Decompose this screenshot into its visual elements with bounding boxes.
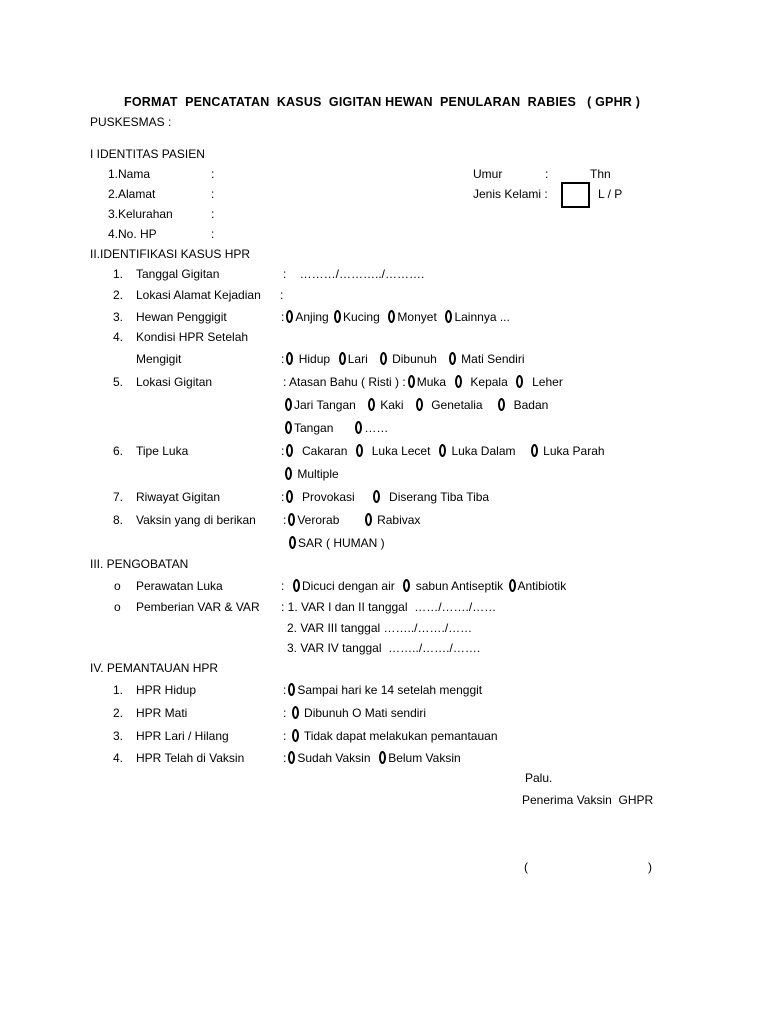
radio-circle-icon[interactable] — [380, 352, 387, 365]
item-number: 5. — [113, 375, 124, 389]
umur-label: Umur — [473, 167, 503, 181]
radio-circle-icon[interactable] — [445, 310, 452, 323]
radio-circle-icon[interactable] — [285, 398, 292, 411]
item-number: 8. — [113, 513, 124, 527]
radio-circle-icon[interactable] — [288, 683, 295, 696]
nama-label: 1.Nama — [108, 167, 151, 181]
hewan-penggigit-label: Hewan Penggigit — [136, 310, 227, 324]
signature-city: Palu. — [525, 771, 553, 785]
bullet-icon: o — [114, 600, 121, 614]
nama-colon: : — [211, 167, 215, 181]
vaksin-options-2: SAR ( HUMAN ) — [287, 536, 385, 550]
item-number: 6. — [113, 444, 124, 458]
radio-circle-icon[interactable] — [286, 310, 293, 323]
item-number: 2. — [113, 288, 124, 302]
radio-circle-icon[interactable] — [289, 536, 296, 549]
nohp-colon: : — [211, 227, 215, 241]
umur-colon: : — [545, 167, 549, 181]
item-number: 1. — [113, 683, 124, 697]
item-number: 3. — [113, 729, 124, 743]
lp-label: L / P — [598, 187, 623, 201]
riwayat-gigitan-options: : Provokasi Diserang Tiba Tiba — [281, 490, 490, 504]
signature-open-paren: ( — [524, 860, 528, 874]
radio-circle-icon[interactable] — [356, 444, 363, 457]
radio-circle-icon[interactable] — [288, 513, 295, 526]
radio-circle-icon[interactable] — [439, 444, 446, 457]
kondisi-hpr-label-2: Mengigit — [136, 352, 182, 366]
perawatan-luka-label: Perawatan Luka — [136, 579, 223, 593]
kelurahan-label: 3.Kelurahan — [108, 207, 173, 221]
puskesmas-label: PUSKESMAS : — [90, 115, 172, 129]
alamat-label: 2.Alamat — [108, 187, 156, 201]
thn-label: Thn — [590, 167, 611, 181]
radio-circle-icon[interactable] — [416, 398, 423, 411]
hpr-vaksin-label: HPR Telah di Vaksin — [136, 751, 245, 765]
section-identifikasi-header: II.IDENTIFIKASI KASUS HPR — [90, 247, 251, 261]
vaksin-options-1: : Verorab Rabivax — [283, 513, 421, 527]
radio-circle-icon[interactable] — [531, 444, 538, 457]
lokasi-gigitan-options-1: : Atasan Bahu ( Risti ) : Muka Kepala Leher — [283, 375, 563, 389]
section-pemantauan-header: IV. PEMANTAUAN HPR — [90, 661, 219, 675]
item-number: 1. — [113, 267, 124, 281]
radio-circle-icon[interactable] — [285, 421, 292, 434]
radio-circle-icon[interactable] — [334, 310, 341, 323]
kondisi-hpr-options: : Hidup Lari Dibunuh Mati Sendiri — [281, 352, 525, 366]
kondisi-hpr-label: Kondisi HPR Setelah — [136, 330, 249, 344]
jenis-kelamin-box[interactable] — [561, 182, 590, 208]
pemberian-var-label: Pemberian VAR & VAR — [136, 600, 260, 614]
lokasi-gigitan-options-2: Jari Tangan Kaki Genetalia Badan — [283, 398, 548, 412]
hpr-mati-label: HPR Mati — [136, 706, 188, 720]
radio-circle-icon[interactable] — [286, 444, 293, 457]
item-number: 7. — [113, 490, 124, 504]
radio-circle-icon[interactable] — [498, 398, 505, 411]
radio-circle-icon[interactable] — [509, 579, 516, 592]
radio-circle-icon[interactable] — [403, 579, 410, 592]
radio-circle-icon[interactable] — [292, 706, 299, 719]
hpr-mati-option: : Dibunuh O Mati sendiri — [283, 706, 427, 720]
tipe-luka-options-1: : Cakaran Luka Lecet Luka Dalam Luka Parah — [281, 444, 605, 458]
perawatan-luka-options: : Dicuci dengan air sabun Antiseptik Antibiotik — [281, 579, 567, 593]
radio-circle-icon[interactable] — [285, 467, 292, 480]
form-title: FORMAT PENCATATAN KASUS GIGITAN HEWAN PENULARAN RABIES ( GPHR ) — [124, 95, 641, 109]
tipe-luka-label: Tipe Luka — [136, 444, 189, 458]
var-4-date: 3. VAR IV tanggal ……../……./……. — [287, 641, 481, 655]
radio-circle-icon[interactable] — [339, 352, 346, 365]
radio-circle-icon[interactable] — [368, 398, 375, 411]
nohp-label: 4.No. HP — [108, 227, 157, 241]
hpr-lari-label: HPR Lari / Hilang — [136, 729, 229, 743]
radio-circle-icon[interactable] — [365, 513, 372, 526]
lokasi-kejadian-colon: : — [280, 288, 284, 302]
hpr-hidup-option: : Sampai hari ke 14 setelah menggit — [283, 683, 483, 697]
radio-circle-icon[interactable] — [373, 490, 380, 503]
alamat-colon: : — [211, 187, 215, 201]
item-number: 4. — [113, 751, 124, 765]
radio-circle-icon[interactable] — [516, 375, 523, 388]
section-identitas-header: I IDENTITAS PASIEN — [90, 147, 205, 161]
item-number: 2. — [113, 706, 124, 720]
radio-circle-icon[interactable] — [379, 751, 386, 764]
radio-circle-icon[interactable] — [355, 421, 362, 434]
riwayat-gigitan-label: Riwayat Gigitan — [136, 490, 221, 504]
var-3-date: 2. VAR III tanggal ……../……./…… — [287, 621, 473, 635]
radio-circle-icon[interactable] — [293, 579, 300, 592]
signature-role: Penerima Vaksin GHPR — [522, 793, 654, 807]
kelurahan-colon: : — [211, 207, 215, 221]
radio-circle-icon[interactable] — [286, 352, 293, 365]
lokasi-gigitan-options-3: Tangan …… — [283, 421, 388, 435]
var-1-2-date: : 1. VAR I dan II tanggal ……/……./…… — [281, 600, 497, 614]
vaksin-label: Vaksin yang di berikan — [136, 513, 256, 527]
radio-circle-icon[interactable] — [455, 375, 462, 388]
radio-circle-icon[interactable] — [292, 729, 299, 742]
hpr-lari-option: : Tidak dapat melakukan pemantauan — [283, 729, 498, 743]
tipe-luka-options-2: Multiple — [283, 467, 339, 481]
lokasi-kejadian-label: Lokasi Alamat Kejadian — [136, 288, 261, 302]
hewan-penggigit-options: : Anjing Kucing Monyet Lainnya ... — [281, 310, 510, 324]
tanggal-gigitan-label: Tanggal Gigitan — [136, 267, 220, 281]
radio-circle-icon[interactable] — [408, 375, 415, 388]
hpr-vaksin-options: : Sudah Vaksin Belum Vaksin — [283, 751, 461, 765]
lokasi-gigitan-label: Lokasi Gigitan — [136, 375, 213, 389]
radio-circle-icon[interactable] — [288, 751, 295, 764]
bullet-icon: o — [114, 579, 121, 593]
tanggal-gigitan-value: : ………/………../………. — [283, 267, 425, 281]
radio-circle-icon[interactable] — [449, 352, 456, 365]
jenis-kelamin-label: Jenis Kelami : — [473, 187, 548, 201]
item-number: 4. — [113, 330, 124, 344]
radio-circle-icon[interactable] — [286, 490, 293, 503]
item-number: 3. — [113, 310, 124, 324]
section-pengobatan-header: III. PENGOBATAN — [90, 557, 189, 571]
radio-circle-icon[interactable] — [388, 310, 395, 323]
signature-close-paren: ) — [648, 860, 652, 874]
hpr-hidup-label: HPR Hidup — [136, 683, 197, 697]
